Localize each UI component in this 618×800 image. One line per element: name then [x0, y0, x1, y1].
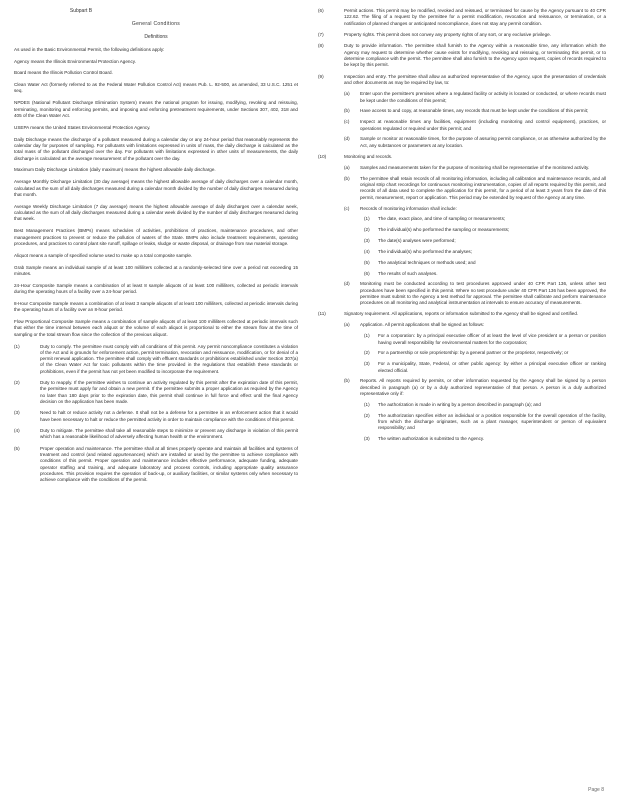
definition-paragraph: Average Weekly Discharge Limitation (7 day average) means the highest allowable average of daily discharges over a calendar week, calculated as the sum of all daily discharges measured during a calendar week divided by the number of daily discharges measured during that week. [14, 203, 298, 222]
monitoring-subitem [344, 176, 606, 201]
record-number: (2) [364, 350, 370, 356]
subitem-letter: (a) [344, 164, 350, 170]
condition-text: Proper operation and maintenance. The permittee shall at all times properly operate and maintain all facilities and systems of treatment and control (and related appurtenances) which are installed or used by the permittee to achieve compliance with conditions of this permit. Proper operation and maintenance includes effective performance, adequate funding, adequate operator staffing and training, and adequate laboratory and process controls, including appropriate quality assurance procedures. This provision requires the operation of back-up, or auxiliary facilities, or similar systems only when necessary to achieve compliance with the conditions of the permit. [40, 445, 298, 483]
definitions-heading: Definitions [144, 33, 168, 40]
condition-text: Duty to comply. The permittee must comply with all conditions of this permit. Any permit noncompliance constitutes a violation of the Act and is grounds for enforcement action, permit termination, revocation and reissuance, modification, or for denial of a permit renewal application. The permittee shall comply with effluent standards or prohibitions established under Section 307(a) of the Clean Water Act for toxic pollutants within the time provided in the regulations that establish these standards or prohibitions, even if the permit has not yet been modified to incorporate the requirement. [40, 343, 298, 374]
subitem-text: Reports. All reports required by permits, or other information requested by the Agency shall be signed by a person described in paragraph (a) or by a duly authorized representative of that person. A person is a duly authorized representative only if: [360, 378, 606, 397]
definition-paragraph: USEPA means the United States Environmental Protection Agency. [14, 124, 151, 130]
definition-paragraph: Daily Discharge means the discharge of a pollutant measured during a calendar day or any 24-hour period that reasonably represents the calendar day for purposes of sampling. For pollutants with limitations expressed in units of mass, the daily discharge is calculated as the total mass of the pollutant discharged over the day. For pollutants with limitations expressed in other units of measurements, the daily discharge is calculated as the average measurement of the pollutant over the day. [14, 136, 298, 161]
record-text: The analytical techniques or methods used; and [378, 259, 476, 265]
subitem-letter: (d) [344, 281, 350, 287]
subitem-text: Samples and measurements taken for the purpose of monitoring shall be representative of the monitored activity. [360, 164, 590, 170]
condition-text: Signatory requirement. All applications, reports or information submitted to the Agency shall be signed and certified. [344, 311, 579, 317]
signatory-subitem [344, 322, 606, 328]
record-number: (3) [364, 238, 370, 244]
subitem-text: Application. All permit applications shall be signed as follows: [360, 322, 485, 328]
subitem-letter: (b) [344, 175, 350, 181]
subitem-text: The permittee shall retain records of all monitoring information, including all calibration and maintenance records, and all original strip chart recordings for continuous monitoring instrumentation, copies of all reports required by this permit, and records of all data used to complete the application for this permit, for a period of at least 3 years from the date of this permit, measurement, report or application. This period may be extended by request of the Agency at any time. [360, 175, 606, 200]
application-signer [364, 333, 606, 346]
definition-paragraph: 8-Hour Composite Sample means a combination of at least 3 sample aliquots of at least 100 milliliters, collected at periodic intervals during the operating hours of a facility over an 8-hour period. [14, 300, 298, 313]
condition-item [318, 8, 606, 27]
record-field [364, 271, 606, 277]
record-field [364, 260, 606, 266]
definition-paragraph: NPDES (National Pollutant Discharge Elimination System) means the national program for issuing, modifying, revoking and reissuing, terminating, monitoring and enforcing permits, and imposing and enforcing pretreatment requirements, under Sections 307, 402, 318 and 405 of the Clean Water Act. [14, 100, 298, 118]
general-conditions-list [14, 344, 298, 484]
record-text: The individual(s) who performed the sampling or measurements; [378, 227, 510, 233]
condition-text: Property rights. This permit does not convey any property rights of any sort, or any exclusive privilege. [344, 31, 551, 37]
subitem-text: Inspect at reasonable times any facilities, equipment (including monitoring and control equipment), practices, or operations regulated or required under this permit; and [360, 119, 606, 131]
subitem-text: Have access to and copy, at reasonable times, any records that must be kept under the conditions of this permit; [360, 108, 589, 114]
definitions-list [14, 47, 298, 338]
subitem-letter: (c) [344, 205, 350, 211]
condition-number: (7) [318, 31, 324, 37]
report-authorization [364, 402, 606, 408]
inspection-subitem [344, 136, 606, 149]
record-text: For a corporation: by a principal executive officer of at least the level of vice president or a person or position having overall responsibility for environmental matters for the corporation; [378, 333, 606, 345]
inspection-subitem [344, 108, 606, 114]
monitoring-subitem [344, 206, 606, 212]
condition-text: Duty to mitigate. The permittee shall take all reasonable steps to minimize or prevent any discharge in violation of this permit which has a reasonable likelihood of adversely affecting human health or the environment. [40, 428, 298, 440]
definition-paragraph: Maximum Daily Discharge Limitation (daily maximum) means the highest allowable daily discharge. [14, 167, 216, 173]
condition-item [318, 74, 606, 87]
subitem-text: Enter upon the permittee's premises where a regulated facility or activity is located or conducted, or where records must be kept under the conditions of this permit; [360, 91, 606, 103]
record-number: (1) [364, 333, 370, 339]
record-number: (6) [364, 270, 370, 276]
condition-number: (9) [318, 73, 324, 79]
condition-number: (3) [14, 410, 20, 416]
subitem-text: Monitoring must be conducted according to test procedures approved under 40 CFR Part 136, unless other test procedures have been specified in this permit. Where no test procedure under 40 CFR Part 136 has been approved, the permittee must submit to the Agency a test method for approval. The permittee shall calibrate and perform maintenance procedures on all monitoring and analytical instrumentation at intervals to ensure accuracy of measurements. [360, 281, 606, 306]
report-authorization [364, 413, 606, 432]
subitem-letter: (b) [344, 378, 350, 384]
condition-item [318, 32, 606, 38]
condition-item [14, 344, 298, 376]
record-text: The authorization is made in writing by a person described in paragraph (a); and [378, 401, 541, 407]
record-number: (2) [364, 412, 370, 418]
subitem-text: Records of monitoring information shall include: [360, 205, 457, 211]
condition-number: (10) [318, 153, 327, 159]
condition-number: (1) [14, 343, 20, 349]
condition-number: (6) [318, 8, 324, 13]
record-text: For a municipality, State, Federal, or other public agency: by either a principal executive officer or ranking elected official. [378, 361, 606, 373]
record-field [364, 216, 606, 222]
section-title: General Conditions [131, 20, 181, 27]
definition-paragraph: Average Monthly Discharge Limitation (30 day average) means the highest allowable average of daily discharges over a calendar month, calculated as the sum of all daily discharges measured during a calendar month divided by the number of daily discharges measured during that month. [14, 179, 298, 197]
condition-item [14, 428, 298, 441]
inspection-subitem [344, 91, 606, 104]
condition-text: Inspection and entry. The permittee shall allow an authorized representative of the Agency, upon the presentation of credentials and other documents as may be required by law, to: [344, 73, 606, 85]
condition-text: Need to halt or reduce activity not a defense. It shall not be a defense for a permittee in an enforcement action that it would have been necessary to halt or reduce the permitted activity in order to maintain compliance with the conditions of this permit. [40, 410, 298, 422]
condition-number: (4) [14, 428, 20, 434]
definition-paragraph: Flow Proportional Composite Sample means a combination of sample aliquots of at least 100 milliliters collected at periodic intervals such that either the time interval between each aliquot or the volume of each aliquot is proportional to either the stream flow at the time of sampling or the total stream flow since the collection of the previous aliquot. [14, 319, 298, 337]
definition-paragraph: 24-Hour Composite Sample means a combination of at least 8 sample aliquots of at least 100 milliliters, collected at periodic intervals during the operating hours of a facility over a 24-hour period. [14, 282, 298, 295]
record-number: (3) [364, 361, 370, 367]
subitem-text: Sample or monitor at reasonable times, for the purpose of assuring permit compliance, or as otherwise authorized by the Act, any substances or parameters at any location. [360, 136, 606, 148]
record-text: The results of such analyses. [378, 270, 438, 276]
inspection-subitem [344, 119, 606, 132]
record-text: The individual(s) who performed the analyses; [378, 248, 472, 254]
record-text: The authorization specifies either an individual or a position responsible for the overall operation of the facility, from which the discharge originates, such as a plant manager, superintendent or person of equivalent responsibility; and [378, 412, 606, 431]
condition-item [318, 43, 606, 68]
report-authorization [364, 436, 606, 442]
record-number: (4) [364, 248, 370, 254]
monitoring-subitem [344, 281, 606, 306]
subitem-letter: (a) [344, 322, 350, 328]
definition-paragraph: Board means the Illinois Pollution Control Board. [14, 70, 113, 76]
condition-text: Duty to reapply. If the permittee wishes to continue an activity regulated by this permit after the expiration date of this permit, the permittee must apply for and obtain a new permit. If the permittee submits a proper application as required by the Agency no later than 180 days prior to the expiration date, this permit shall continue in full force and effect until the final Agency decision on the application has been made. [40, 380, 298, 405]
condition-number: (11) [318, 311, 326, 317]
subitem-letter: (b) [344, 108, 350, 114]
definition-paragraph: Aliquot means a sample of specified volume used to make up a total composite sample. [14, 252, 193, 258]
condition-text: Monitoring and records. [344, 153, 393, 159]
record-text: The date, exact place, and time of sampling or measurements; [378, 216, 506, 222]
condition-item [14, 380, 298, 405]
record-text: The written authorization is submitted to the Agency. [378, 436, 485, 442]
monitoring-item [318, 154, 606, 160]
condition-number: (5) [14, 445, 20, 451]
right-column [318, 8, 606, 447]
record-field [364, 238, 606, 244]
definition-paragraph: Clean Water Act (formerly referred to as the Federal Water Pollution Control Act) means Pub. L. 92-500, as amended, 33 U.S.C. 1251 et seq. [14, 82, 298, 94]
subitem-letter: (a) [344, 91, 350, 97]
definition-paragraph: Agency means the Illinois Environmental Protection Agency. [14, 58, 136, 64]
record-number: (1) [364, 216, 370, 222]
definition-paragraph: As used in the Basic Environmental Permit, the following definitions apply: [14, 46, 165, 52]
monitoring-subitem [344, 165, 606, 171]
record-number: (5) [364, 259, 370, 265]
record-text: The date(s) analyses were performed; [378, 238, 456, 244]
definition-paragraph: Grab Sample means an individual sample of at least 100 milliliters collected at a randomly-selected time over a period not exceeding 15 minutes. [14, 264, 298, 276]
record-number: (3) [364, 436, 370, 442]
subitem-letter: (c) [344, 119, 350, 125]
record-field [364, 227, 606, 233]
left-column [14, 8, 298, 489]
document-header [14, 8, 298, 41]
signatory-subitem [344, 378, 606, 397]
condition-text: Duty to provide information. The permittee shall furnish to the Agency within a reasonable time, any information which the Agency may request to determine whether cause exists for modifying, revoking and reissuing, or terminating this permit, or to determine compliance with the permit. The permittee shall also furnish to the Agency upon request, copies of records required to be kept by this permit. [344, 43, 606, 68]
page-number: Page 8 [588, 787, 604, 794]
condition-item [14, 410, 298, 423]
record-number: (1) [364, 401, 370, 407]
subpart-label: Subpart B [69, 8, 93, 14]
condition-number: (2) [14, 380, 20, 386]
record-field [364, 249, 606, 255]
record-number: (2) [364, 227, 370, 233]
application-signer [364, 350, 606, 356]
record-text: For a partnership or sole proprietorship: by a general partner or the proprietor, respectively; or [378, 350, 569, 356]
application-signer [364, 361, 606, 374]
subitem-letter: (d) [344, 136, 350, 142]
signatory-item [318, 311, 606, 317]
condition-item [14, 446, 298, 484]
definition-paragraph: Best Management Practices (BMPs) means schedules of activities, prohibitions of practices, maintenance procedures, and other management practices to prevent or reduce the pollution of waters of the State. BMPs also include treatment requirements, operating procedures, and practices to control plant site runoff, spillage or leaks, sludge or waste disposal, or drainage from raw material storage. [14, 228, 298, 246]
condition-number: (8) [318, 43, 324, 49]
condition-text: Permit actions. This permit may be modified, revoked and reissued, or terminated for cause by the Agency pursuant to 40 CFR 122.62. The filing of a request by the permittee for a permit modification, revocation and reissuance, or termination, or a notification of planned changes or anticipated noncompliance, does not stay any permit condition. [344, 8, 606, 26]
